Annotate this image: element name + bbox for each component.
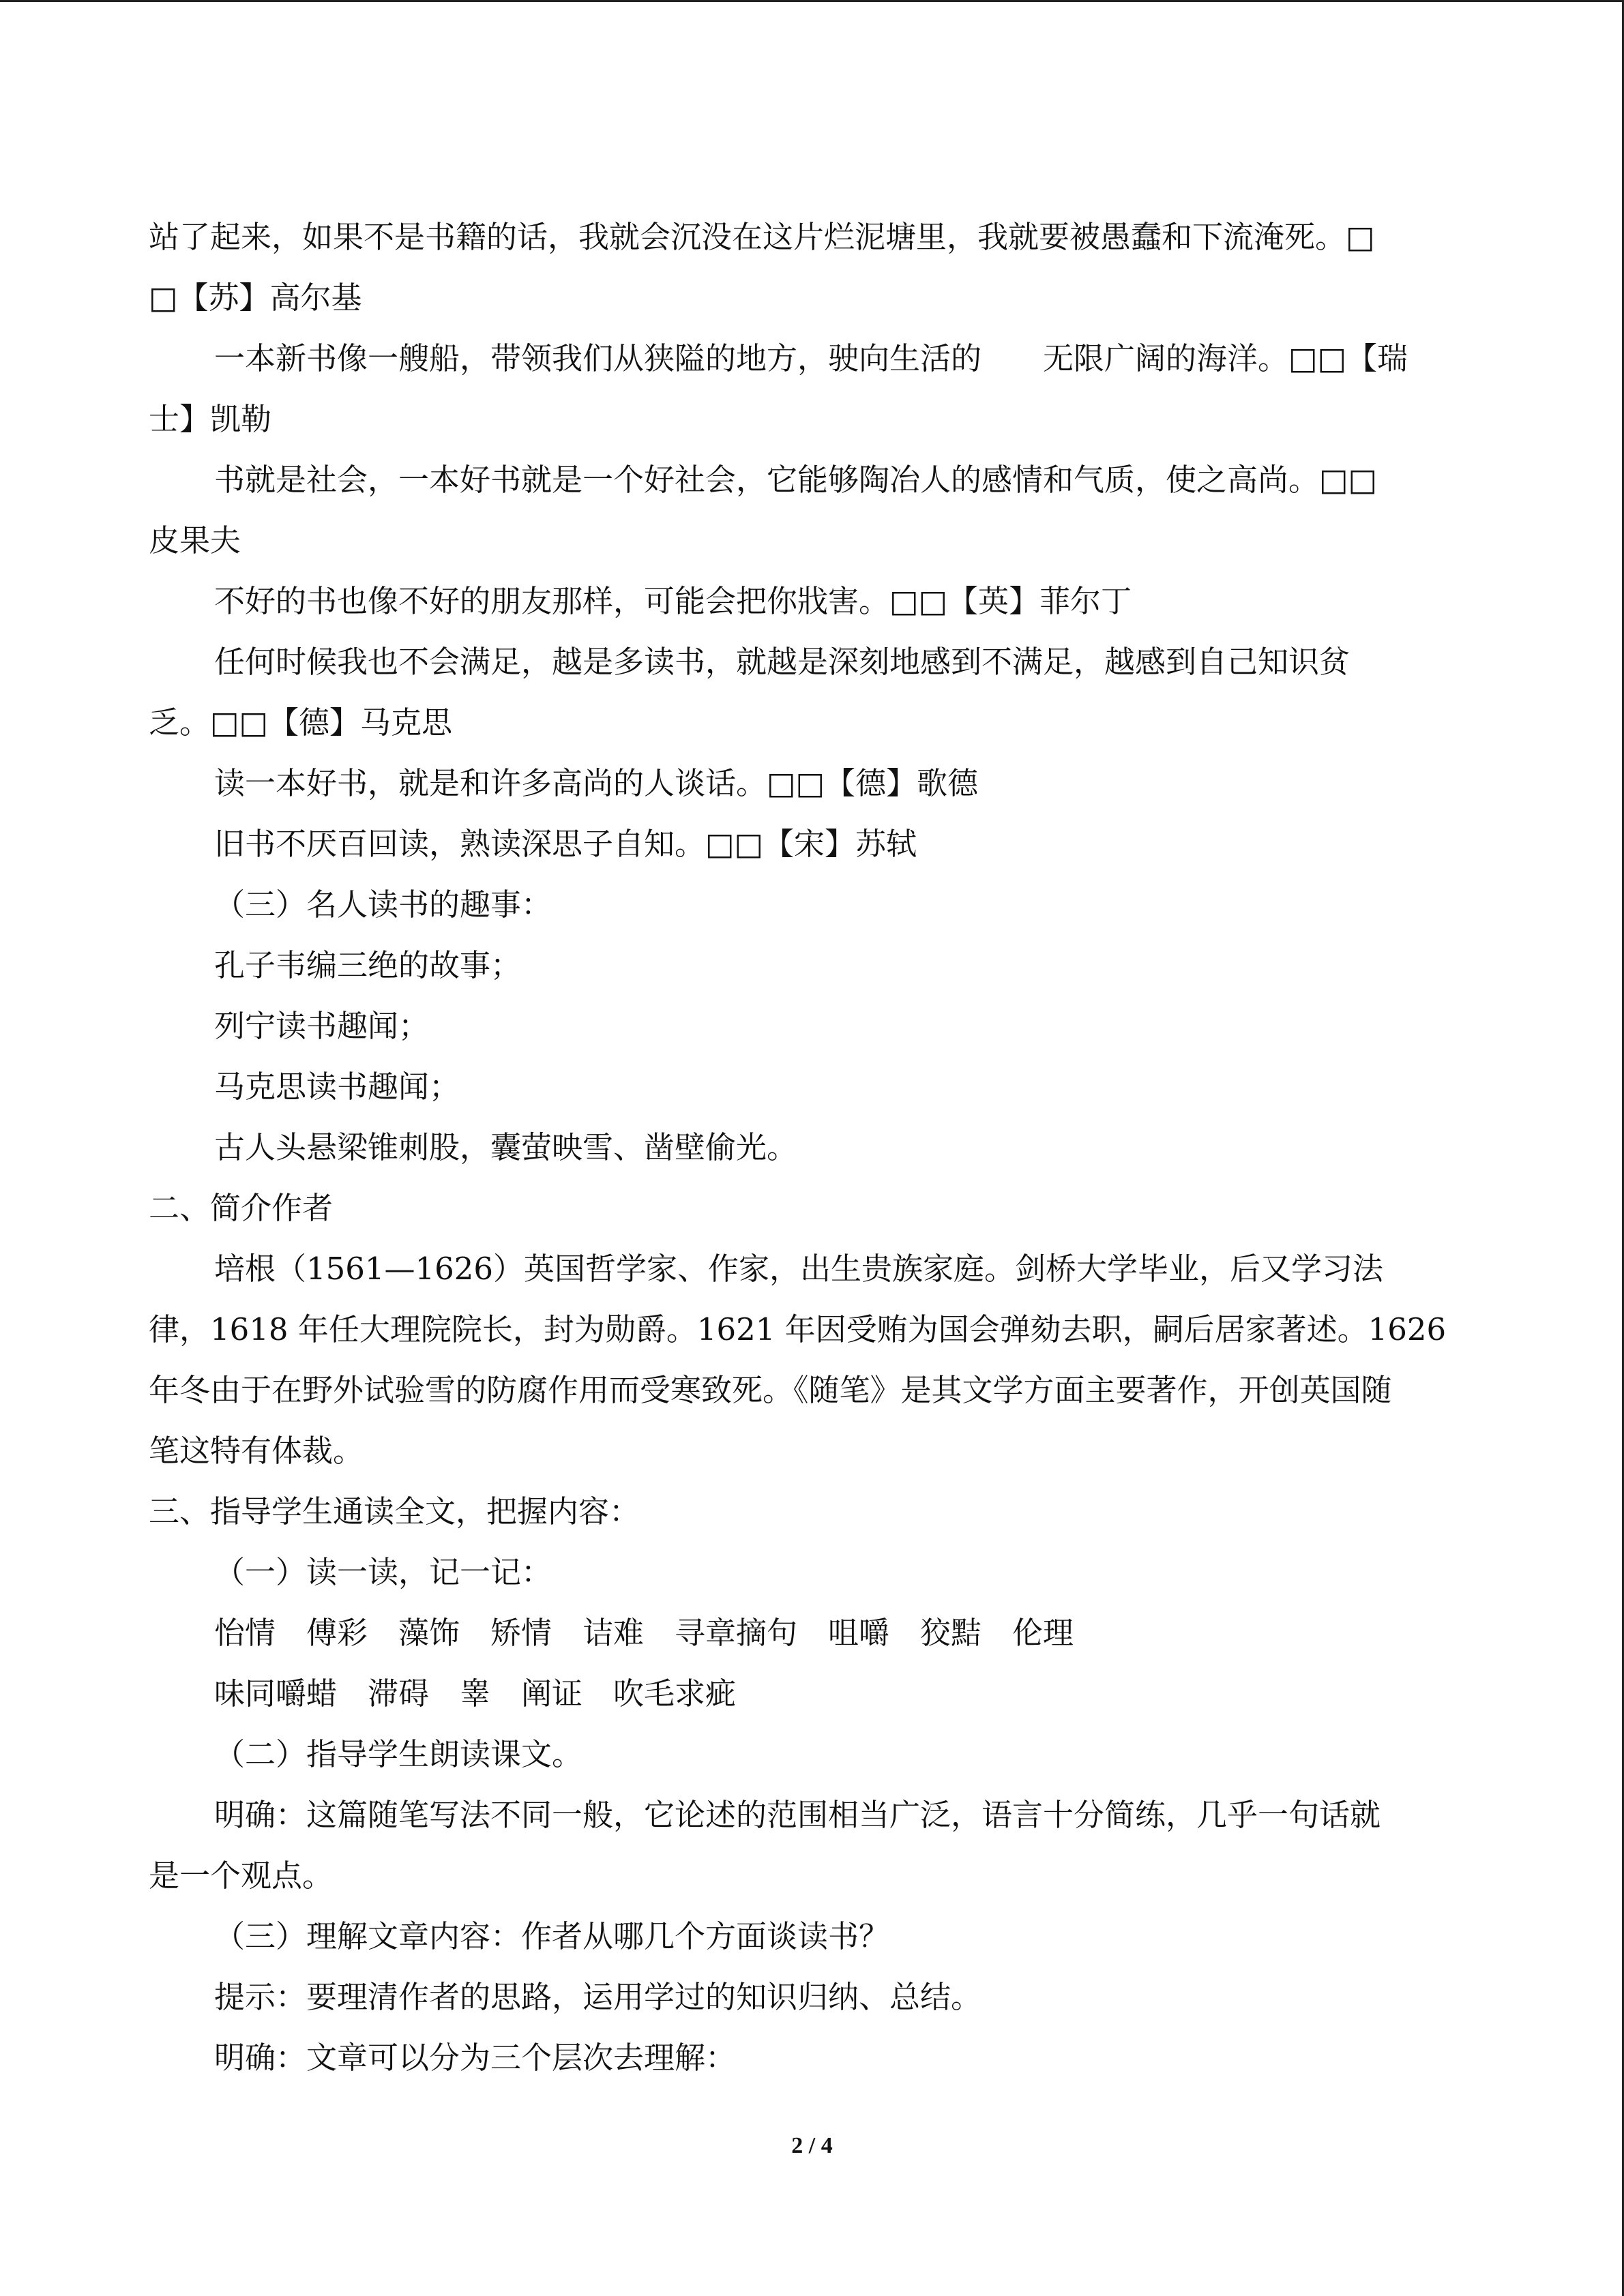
document-body <box>149 207 1479 2088</box>
text-line: 年冬由于在野外试验雪的防腐作用而受寒致死。《随笔》是其文学方面主要著作，开创英国随 <box>149 1372 1392 1408</box>
list-item: 列宁读书趣闻； <box>214 1008 430 1044</box>
text-line: 不好的书也像不好的朋友那样，可能会把你戕害。□□【英】菲尔丁 <box>214 583 1132 619</box>
text-line: 皮果夫 <box>149 522 241 558</box>
text-line: 任何时候我也不会满足，越是多读书，就越是深刻地感到不满足，越感到自己知识贫 <box>214 644 1350 680</box>
text-line: 书就是社会，一本好书就是一个好社会，它能够陶冶人的感情和气质，使之高尚。□□ <box>214 462 1378 498</box>
text-line: 乏。□□【德】马克思 <box>149 704 453 741</box>
list-item: 古人头悬梁锥刺股，囊萤映雪、凿壁偷光。 <box>214 1129 798 1165</box>
list-item: 马克思读书趣闻； <box>214 1069 460 1105</box>
page-number: 2 / 4 <box>791 2133 833 2158</box>
text-line: 明确：文章可以分为三个层次去理解： <box>214 2040 737 2076</box>
text-line: 律，1618 年任大理院院长，封为勋爵。1621 年因受贿为国会弹劾去职，嗣后居家著述。1626 <box>149 1311 1447 1347</box>
text-line: 读一本好书，就是和许多高尚的人谈话。□□【德】歌德 <box>214 765 979 801</box>
list-item: 孔子韦编三绝的故事； <box>214 947 522 983</box>
text-line: 站了起来，如果不是书籍的话，我就会沉没在这片烂泥塘里，我就要被愚蠢和下流淹死。□ <box>149 219 1375 255</box>
vocabulary-line: 怡情 傅彩 藻饰 矫情 诘难 寻章摘句 咀嚼 狡黠 伦理 <box>214 1615 1074 1651</box>
section-heading: （三）名人读书的趣事： <box>214 886 552 923</box>
text-line: 培根（1561—1626）英国哲学家、作家，出生贵族家庭。剑桥大学毕业，后又学习法 <box>214 1251 1384 1287</box>
text-line: 旧书不厌百回读，熟读深思子自知。□□【宋】苏轼 <box>214 826 917 862</box>
section-heading: 二、简介作者 <box>149 1190 334 1226</box>
text-line: □【苏】高尔基 <box>149 280 362 316</box>
vocabulary-line: 味同嚼蜡 滞碍 睾 阐证 吹毛求疵 <box>214 1675 737 1712</box>
text-line: 是一个观点。 <box>149 1858 334 1894</box>
subsection-heading: （一）读一读，记一记： <box>214 1554 552 1590</box>
text-line: 一本新书像一艘船，带领我们从狭隘的地方，驶向生活的 无限广阔的海洋。□□【瑞 <box>214 340 1408 376</box>
section-heading: 三、指导学生通读全文，把握内容： <box>149 1493 640 1530</box>
subsection-heading: （三）理解文章内容：作者从哪几个方面谈读书？ <box>214 1918 890 1954</box>
subsection-heading: （二）指导学生朗读课文。 <box>214 1736 583 1772</box>
text-line: 笔这特有体裁。 <box>149 1433 364 1469</box>
text-line: 士】凯勒 <box>149 401 272 437</box>
text-line: 提示：要理清作者的思路，运用学过的知识归纳、总结。 <box>214 1979 982 2015</box>
text-line: 明确：这篇随笔写法不同一般，它论述的范围相当广泛，语言十分简练，几乎一句话就 <box>214 1797 1381 1833</box>
